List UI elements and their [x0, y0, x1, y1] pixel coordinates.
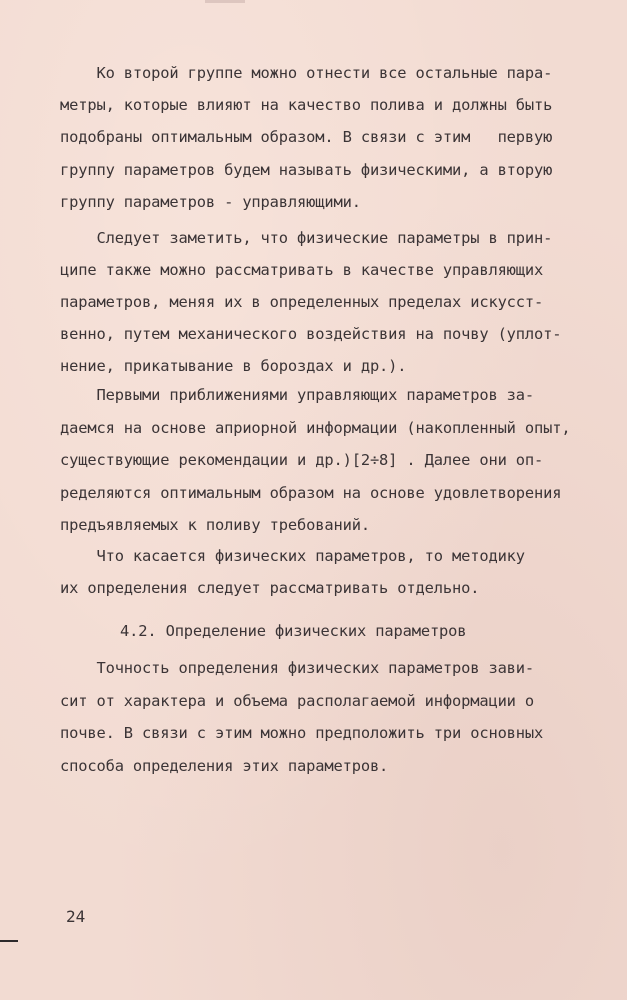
text-line: Следует заметить, что физические параметры в прин- [60, 229, 553, 247]
text-line: предъявляемых к поливу требований. [60, 516, 370, 534]
text-line: даемся на основе априорной информации (накопленный опыт, [60, 419, 571, 437]
text-line: Точность определения физических параметров зави- [60, 659, 535, 677]
margin-mark [0, 940, 18, 942]
section-heading: 4.2. Определение физических параметров [120, 622, 467, 640]
text-line: сит от характера и объема располагаемой информации о [60, 692, 535, 710]
text-line: группу параметров - управляющими. [60, 193, 361, 211]
text-line: существующие рекомендации и др.)[2÷8] . Далее они оп- [60, 451, 544, 469]
text-line: подобраны оптимальным образом. В связи с этим первую [60, 128, 553, 146]
text-line: почве. В связи с этим можно предположить три основных [60, 724, 544, 742]
text-line: метры, которые влияют на качество полива и должны быть [60, 96, 553, 114]
page-number: 24 [66, 907, 86, 926]
text-line: ципе также можно рассматривать в качестве управляющих [60, 261, 544, 279]
text-line: способа определения этих параметров. [60, 757, 389, 775]
text-line: Первыми приближениями управляющих параметров за- [60, 386, 535, 404]
text-line: Ко второй группе можно отнести все остальные пара- [60, 64, 553, 82]
text-line: параметров, меняя их в определенных пределах искусст- [60, 293, 544, 311]
paper-smudge [205, 0, 245, 3]
text-line: группу параметров будем называть физическими, а вторую [60, 161, 553, 179]
text-line: венно, путем механического воздействия на почву (уплот- [60, 325, 562, 343]
text-line: их определения следует рассматривать отдельно. [60, 579, 480, 597]
text-line: нение, прикатывание в бороздах и др.). [60, 357, 407, 375]
text-line: ределяются оптимальным образом на основе удовлетворения [60, 484, 562, 502]
text-line: Что касается физических параметров, то методику [60, 547, 525, 565]
